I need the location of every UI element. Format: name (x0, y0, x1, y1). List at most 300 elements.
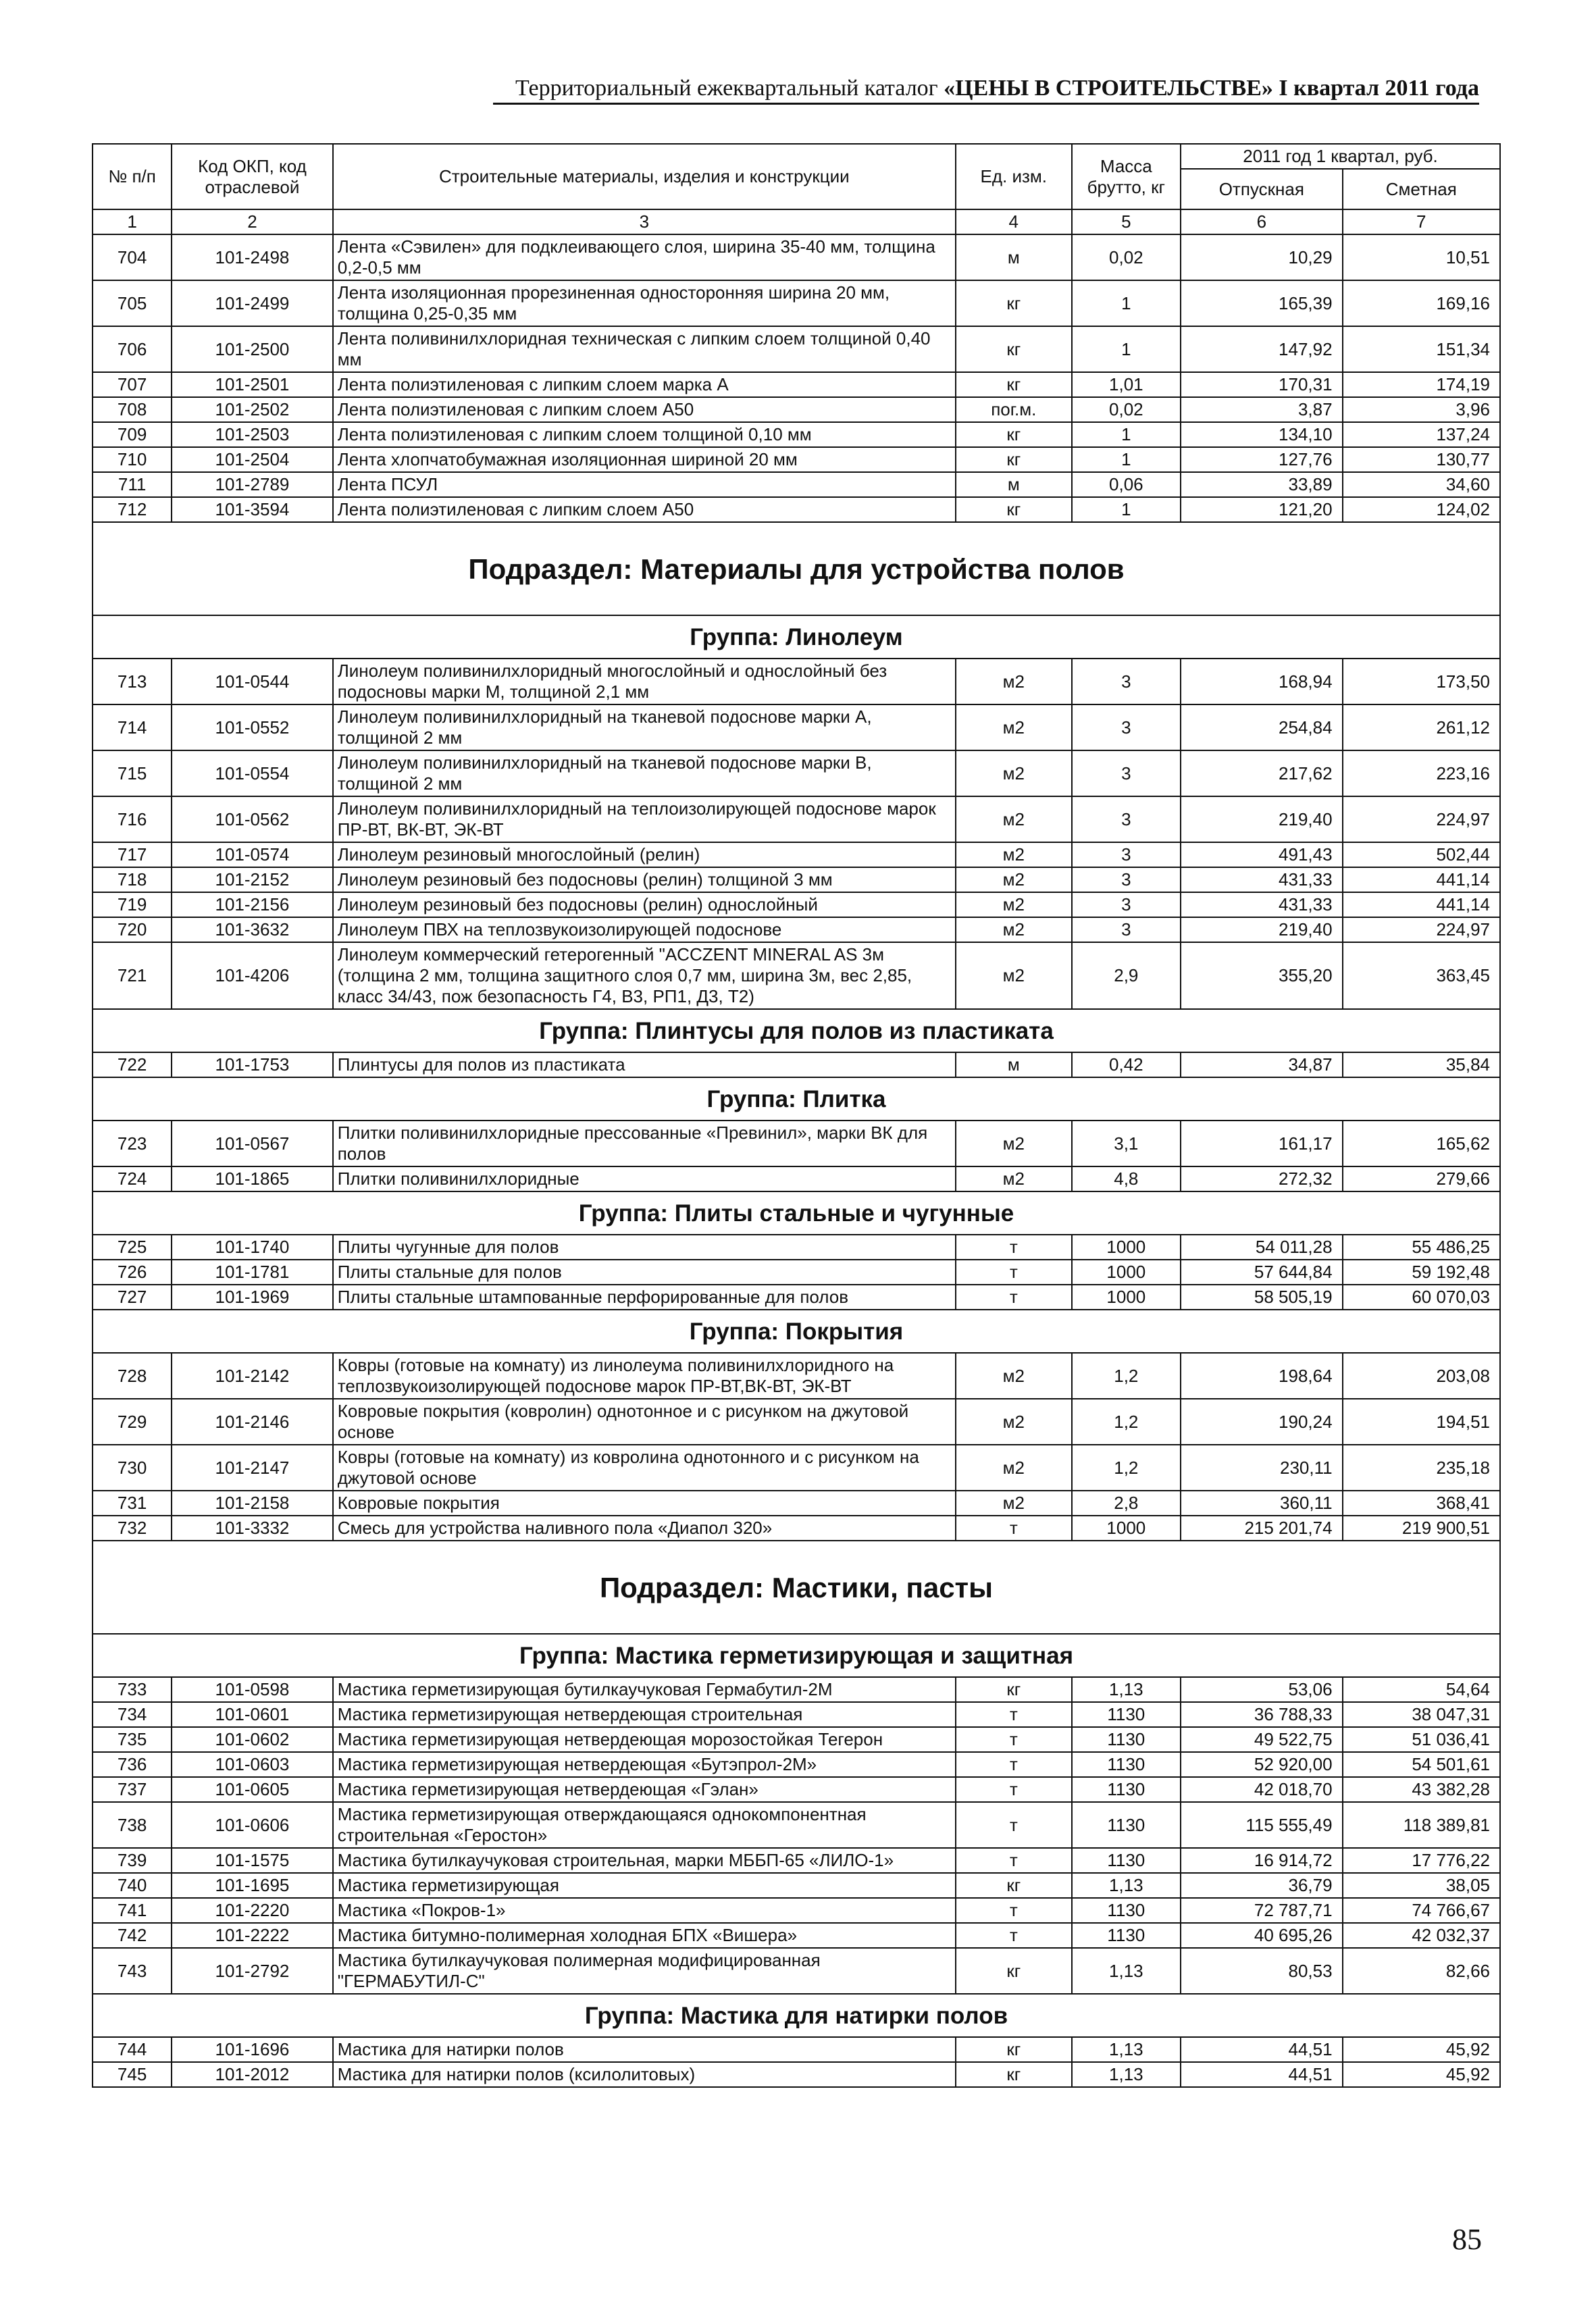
row-code: 101-0567 (172, 1121, 333, 1166)
row-mass: 3 (1072, 867, 1181, 892)
row-code: 101-2152 (172, 867, 333, 892)
row-release-price: 57 644,84 (1181, 1260, 1343, 1285)
row-estimate-price: 74 766,67 (1343, 1898, 1500, 1923)
row-code: 101-0603 (172, 1752, 333, 1777)
row-unit: м2 (956, 1121, 1072, 1166)
table-row (93, 1873, 1500, 1898)
row-unit: м2 (956, 892, 1072, 917)
row-unit: кг (956, 1948, 1072, 1994)
row-mass: 3,1 (1072, 1121, 1181, 1166)
row-number: 731 (93, 1491, 172, 1516)
row-code: 101-2502 (172, 397, 333, 422)
group-row (93, 1634, 1500, 1677)
row-release-price: 254,84 (1181, 704, 1343, 750)
row-unit: м2 (956, 750, 1072, 796)
row-unit: т (956, 1923, 1072, 1948)
row-unit: т (956, 1727, 1072, 1752)
row-estimate-price: 54 501,61 (1343, 1752, 1500, 1777)
table-row (93, 472, 1500, 497)
table-row (93, 397, 1500, 422)
table-row (93, 796, 1500, 842)
row-number: 716 (93, 796, 172, 842)
row-code: 101-2146 (172, 1399, 333, 1445)
row-mass: 1000 (1072, 1235, 1181, 1260)
row-estimate-price: 17 776,22 (1343, 1848, 1500, 1873)
row-mass: 0,02 (1072, 234, 1181, 280)
row-number: 715 (93, 750, 172, 796)
row-mass: 2,8 (1072, 1491, 1181, 1516)
table-row (93, 1752, 1500, 1777)
table-row (93, 1052, 1500, 1077)
row-code: 101-1781 (172, 1260, 333, 1285)
row-name: Линолеум поливинилхлоридный на тканевой подоснове марки А, толщиной 2 мм (333, 704, 956, 750)
row-unit: кг (956, 372, 1072, 397)
group-title: Группа: Линолеум (93, 615, 1500, 659)
row-unit: м2 (956, 704, 1072, 750)
table-body (93, 234, 1500, 2087)
row-mass: 1 (1072, 497, 1181, 522)
row-release-price: 355,20 (1181, 942, 1343, 1009)
row-name: Лента полиэтиленовая с липким слоем толщиной 0,10 мм (333, 422, 956, 447)
row-mass: 1130 (1072, 1752, 1181, 1777)
col-header-num: № п/п (93, 144, 172, 209)
row-release-price: 121,20 (1181, 497, 1343, 522)
row-mass: 1000 (1072, 1516, 1181, 1541)
row-mass: 1,2 (1072, 1399, 1181, 1445)
row-name: Линолеум поливинилхлоридный многослойный и однослойный без подосновы марки М, толщиной 2,1 мм (333, 659, 956, 704)
row-number: 733 (93, 1677, 172, 1702)
row-mass: 1130 (1072, 1727, 1181, 1752)
row-name: Мастика битумно-полимерная холодная БПХ «Вишера» (333, 1923, 956, 1948)
col-header-release: Отпускная (1181, 169, 1343, 209)
group-row (93, 1009, 1500, 1052)
row-release-price: 36 788,33 (1181, 1702, 1343, 1727)
row-mass: 4,8 (1072, 1166, 1181, 1191)
table-row (93, 842, 1500, 867)
row-code: 101-1740 (172, 1235, 333, 1260)
row-code: 101-1969 (172, 1285, 333, 1310)
row-release-price: 33,89 (1181, 472, 1343, 497)
col-number: 5 (1072, 209, 1181, 234)
row-number: 737 (93, 1777, 172, 1802)
row-name: Мастика герметизирующая нетвердеющая морозостойкая Тегерон (333, 1727, 956, 1752)
row-unit: кг (956, 326, 1072, 372)
row-number: 728 (93, 1353, 172, 1399)
col-number: 7 (1343, 209, 1500, 234)
table-row (93, 750, 1500, 796)
row-estimate-price: 165,62 (1343, 1121, 1500, 1166)
row-mass: 0,02 (1072, 397, 1181, 422)
row-number: 743 (93, 1948, 172, 1994)
subsection-row (93, 1541, 1500, 1634)
row-mass: 1,13 (1072, 1873, 1181, 1898)
row-estimate-price: 441,14 (1343, 892, 1500, 917)
row-mass: 1130 (1072, 1923, 1181, 1948)
row-number: 738 (93, 1802, 172, 1848)
subsection-title: Подраздел: Мастики, пасты (93, 1541, 1500, 1634)
row-name: Линолеум резиновый без подосновы (релин) толщиной 3 мм (333, 867, 956, 892)
table-row (93, 917, 1500, 942)
row-number: 719 (93, 892, 172, 917)
row-unit: м2 (956, 659, 1072, 704)
row-number: 740 (93, 1873, 172, 1898)
row-name: Плиты стальные штампованные перфорированные для полов (333, 1285, 956, 1310)
row-code: 101-2012 (172, 2062, 333, 2087)
row-release-price: 52 920,00 (1181, 1752, 1343, 1777)
header-suffix: I квартал 2011 года (1272, 76, 1479, 101)
row-name: Мастика «Покров-1» (333, 1898, 956, 1923)
row-unit: т (956, 1848, 1072, 1873)
row-unit: м2 (956, 796, 1072, 842)
row-name: Плиты чугунные для полов (333, 1235, 956, 1260)
row-release-price: 230,11 (1181, 1445, 1343, 1491)
row-name: Плинтусы для полов из пластиката (333, 1052, 956, 1077)
row-mass: 1,13 (1072, 1948, 1181, 1994)
row-estimate-price: 45,92 (1343, 2037, 1500, 2062)
row-number: 705 (93, 280, 172, 326)
row-mass: 1,2 (1072, 1445, 1181, 1491)
row-estimate-price: 502,44 (1343, 842, 1500, 867)
row-name: Линолеум поливинилхлоридный на теплоизолирующей подоснове марок ПР-ВТ, ВК-ВТ, ЭК-ВТ (333, 796, 956, 842)
row-code: 101-1575 (172, 1848, 333, 1873)
row-release-price: 44,51 (1181, 2037, 1343, 2062)
row-estimate-price: 43 382,28 (1343, 1777, 1500, 1802)
row-release-price: 80,53 (1181, 1948, 1343, 1994)
row-unit: т (956, 1777, 1072, 1802)
col-header-name: Строительные материалы, изделия и конструкции (333, 144, 956, 209)
row-number: 711 (93, 472, 172, 497)
row-unit: м (956, 1052, 1072, 1077)
row-mass: 3 (1072, 796, 1181, 842)
table-row (93, 2062, 1500, 2087)
row-code: 101-2156 (172, 892, 333, 917)
row-mass: 1130 (1072, 1777, 1181, 1802)
row-release-price: 127,76 (1181, 447, 1343, 472)
row-code: 101-0554 (172, 750, 333, 796)
row-number: 724 (93, 1166, 172, 1191)
row-estimate-price: 35,84 (1343, 1052, 1500, 1077)
row-release-price: 170,31 (1181, 372, 1343, 397)
row-number: 709 (93, 422, 172, 447)
row-code: 101-3632 (172, 917, 333, 942)
table-row (93, 942, 1500, 1009)
row-mass: 1130 (1072, 1802, 1181, 1848)
row-code: 101-0552 (172, 704, 333, 750)
row-estimate-price: 34,60 (1343, 472, 1500, 497)
row-unit: т (956, 1235, 1072, 1260)
group-row (93, 1191, 1500, 1235)
row-number: 742 (93, 1923, 172, 1948)
row-release-price: 54 011,28 (1181, 1235, 1343, 1260)
row-mass: 3 (1072, 750, 1181, 796)
row-release-price: 190,24 (1181, 1399, 1343, 1445)
row-release-price: 40 695,26 (1181, 1923, 1343, 1948)
row-number: 725 (93, 1235, 172, 1260)
column-number-row (93, 209, 1500, 234)
row-release-price: 219,40 (1181, 796, 1343, 842)
row-number: 741 (93, 1898, 172, 1923)
col-number: 2 (172, 209, 333, 234)
table-row (93, 2037, 1500, 2062)
row-code: 101-0601 (172, 1702, 333, 1727)
group-row (93, 615, 1500, 659)
row-estimate-price: 42 032,37 (1343, 1923, 1500, 1948)
row-unit: м (956, 472, 1072, 497)
row-estimate-price: 124,02 (1343, 497, 1500, 522)
row-number: 710 (93, 447, 172, 472)
row-mass: 1 (1072, 326, 1181, 372)
row-estimate-price: 169,16 (1343, 280, 1500, 326)
row-name: Лента поливинилхлоридная техническая с липким слоем толщиной 0,40 мм (333, 326, 956, 372)
row-mass: 1130 (1072, 1702, 1181, 1727)
row-mass: 1000 (1072, 1260, 1181, 1285)
group-title: Группа: Мастика для натирки полов (93, 1994, 1500, 2037)
table-row (93, 1848, 1500, 1873)
row-code: 101-3594 (172, 497, 333, 522)
row-release-price: 58 505,19 (1181, 1285, 1343, 1310)
row-estimate-price: 368,41 (1343, 1491, 1500, 1516)
row-code: 101-1753 (172, 1052, 333, 1077)
row-number: 726 (93, 1260, 172, 1285)
row-release-price: 44,51 (1181, 2062, 1343, 2087)
table-row (93, 280, 1500, 326)
table-row (93, 1802, 1500, 1848)
table-row (93, 1235, 1500, 1260)
row-code: 101-2147 (172, 1445, 333, 1491)
row-release-price: 161,17 (1181, 1121, 1343, 1166)
row-release-price: 198,64 (1181, 1353, 1343, 1399)
col-header-unit: Ед. изм. (956, 144, 1072, 209)
row-unit: кг (956, 1873, 1072, 1898)
row-estimate-price: 219 900,51 (1343, 1516, 1500, 1541)
row-estimate-price: 363,45 (1343, 942, 1500, 1009)
row-code: 101-2789 (172, 472, 333, 497)
row-name: Ковровые покрытия (333, 1491, 956, 1516)
row-estimate-price: 203,08 (1343, 1353, 1500, 1399)
table-row (93, 372, 1500, 397)
row-unit: м2 (956, 842, 1072, 867)
row-name: Линолеум резиновый многослойный (релин) (333, 842, 956, 867)
row-code: 101-2504 (172, 447, 333, 472)
row-name: Ковры (готовые на комнату) из ковролина однотонного и с рисунком на джутовой основе (333, 1445, 956, 1491)
table-row (93, 704, 1500, 750)
row-name: Лента хлопчатобумажная изоляционная шириной 20 мм (333, 447, 956, 472)
row-mass: 3 (1072, 892, 1181, 917)
table-row (93, 867, 1500, 892)
row-code: 101-0598 (172, 1677, 333, 1702)
row-number: 708 (93, 397, 172, 422)
row-mass: 1 (1072, 447, 1181, 472)
row-estimate-price: 279,66 (1343, 1166, 1500, 1191)
page-number: 85 (1452, 2223, 1482, 2256)
table-row (93, 1727, 1500, 1752)
row-release-price: 3,87 (1181, 397, 1343, 422)
row-mass: 0,06 (1072, 472, 1181, 497)
row-name: Линолеум поливинилхлоридный на тканевой подоснове марки В, толщиной 2 мм (333, 750, 956, 796)
row-code: 101-2500 (172, 326, 333, 372)
row-number: 729 (93, 1399, 172, 1445)
row-estimate-price: 3,96 (1343, 397, 1500, 422)
row-name: Плитки поливинилхлоридные (333, 1166, 956, 1191)
row-number: 722 (93, 1052, 172, 1077)
row-code: 101-0544 (172, 659, 333, 704)
subsection-title: Подраздел: Материалы для устройства полов (93, 522, 1500, 615)
row-estimate-price: 10,51 (1343, 234, 1500, 280)
row-release-price: 491,43 (1181, 842, 1343, 867)
group-title: Группа: Плиты стальные и чугунные (93, 1191, 1500, 1235)
row-name: Лента изоляционная прорезиненная односторонняя ширина 20 мм, толщина 0,25-0,35 мм (333, 280, 956, 326)
row-estimate-price: 51 036,41 (1343, 1727, 1500, 1752)
row-unit: кг (956, 2062, 1072, 2087)
row-number: 717 (93, 842, 172, 867)
row-name: Мастика герметизирующая бутилкаучуковая Гермабутил-2М (333, 1677, 956, 1702)
row-name: Мастика герметизирующая нетвердеющая «Гэлан» (333, 1777, 956, 1802)
row-estimate-price: 38,05 (1343, 1873, 1500, 1898)
row-estimate-price: 235,18 (1343, 1445, 1500, 1491)
row-release-price: 134,10 (1181, 422, 1343, 447)
row-mass: 1 (1072, 280, 1181, 326)
row-number: 734 (93, 1702, 172, 1727)
col-number: 1 (93, 209, 172, 234)
row-estimate-price: 151,34 (1343, 326, 1500, 372)
table-row (93, 1260, 1500, 1285)
row-estimate-price: 55 486,25 (1343, 1235, 1500, 1260)
table-row (93, 1445, 1500, 1491)
table-row (93, 1491, 1500, 1516)
row-code: 101-2158 (172, 1491, 333, 1516)
row-estimate-price: 38 047,31 (1343, 1702, 1500, 1727)
row-name: Плитки поливинилхлоридные прессованные «Превинил», марки ВК для полов (333, 1121, 956, 1166)
row-estimate-price: 174,19 (1343, 372, 1500, 397)
table-row (93, 1677, 1500, 1702)
row-mass: 0,42 (1072, 1052, 1181, 1077)
row-estimate-price: 223,16 (1343, 750, 1500, 796)
row-unit: кг (956, 1677, 1072, 1702)
row-unit: м2 (956, 917, 1072, 942)
row-release-price: 215 201,74 (1181, 1516, 1343, 1541)
row-mass: 3 (1072, 842, 1181, 867)
row-code: 101-2498 (172, 234, 333, 280)
row-release-price: 217,62 (1181, 750, 1343, 796)
row-code: 101-4206 (172, 942, 333, 1009)
table-row (93, 234, 1500, 280)
group-title: Группа: Плинтусы для полов из пластиката (93, 1009, 1500, 1052)
row-name: Смесь для устройства наливного пола «Диапол 320» (333, 1516, 956, 1541)
row-release-price: 168,94 (1181, 659, 1343, 704)
row-estimate-price: 45,92 (1343, 2062, 1500, 2087)
row-release-price: 147,92 (1181, 326, 1343, 372)
row-number: 714 (93, 704, 172, 750)
col-number: 6 (1181, 209, 1343, 234)
row-mass: 1,13 (1072, 2062, 1181, 2087)
group-row (93, 1994, 1500, 2037)
row-number: 723 (93, 1121, 172, 1166)
row-release-price: 53,06 (1181, 1677, 1343, 1702)
row-code: 101-2501 (172, 372, 333, 397)
row-release-price: 49 522,75 (1181, 1727, 1343, 1752)
row-unit: пог.м. (956, 397, 1072, 422)
row-code: 101-3332 (172, 1516, 333, 1541)
row-estimate-price: 441,14 (1343, 867, 1500, 892)
row-release-price: 360,11 (1181, 1491, 1343, 1516)
row-release-price: 219,40 (1181, 917, 1343, 942)
row-unit: м2 (956, 1166, 1072, 1191)
row-estimate-price: 59 192,48 (1343, 1260, 1500, 1285)
row-name: Лента полиэтиленовая с липким слоем А50 (333, 397, 956, 422)
row-code: 101-2222 (172, 1923, 333, 1948)
table-row (93, 497, 1500, 522)
row-release-price: 42 018,70 (1181, 1777, 1343, 1802)
row-mass: 1,13 (1072, 2037, 1181, 2062)
row-unit: кг (956, 497, 1072, 522)
row-estimate-price: 82,66 (1343, 1948, 1500, 1994)
row-code: 101-2499 (172, 280, 333, 326)
row-unit: м2 (956, 1491, 1072, 1516)
row-mass: 1,2 (1072, 1353, 1181, 1399)
col-header-estimate: Сметная (1343, 169, 1500, 209)
row-estimate-price: 118 389,81 (1343, 1802, 1500, 1848)
row-code: 101-0605 (172, 1777, 333, 1802)
row-unit: т (956, 1285, 1072, 1310)
row-name: Мастика бутилкаучуковая строительная, марки МББП-65 «ЛИЛО-1» (333, 1848, 956, 1873)
col-number: 3 (333, 209, 956, 234)
row-name: Мастика для натирки полов (333, 2037, 956, 2062)
row-name: Мастика герметизирующая отверждающаяся однокомпонентная строительная «Геростон» (333, 1802, 956, 1848)
table-row (93, 1285, 1500, 1310)
header-row-1 (93, 144, 1500, 169)
table-row (93, 1923, 1500, 1948)
row-code: 101-0562 (172, 796, 333, 842)
row-mass: 1,01 (1072, 372, 1181, 397)
row-code: 101-0606 (172, 1802, 333, 1848)
table-row (93, 1353, 1500, 1399)
row-estimate-price: 224,97 (1343, 796, 1500, 842)
row-unit: т (956, 1516, 1072, 1541)
row-name: Линолеум ПВХ на теплозвукоизолирующей подоснове (333, 917, 956, 942)
row-name: Линолеум резиновый без подосновы (релин) однослойный (333, 892, 956, 917)
col-number: 4 (956, 209, 1072, 234)
row-release-price: 10,29 (1181, 234, 1343, 280)
row-number: 745 (93, 2062, 172, 2087)
row-mass: 1130 (1072, 1898, 1181, 1923)
row-name: Мастика для натирки полов (ксилолитовых) (333, 2062, 956, 2087)
table-row (93, 1399, 1500, 1445)
row-code: 101-0574 (172, 842, 333, 867)
row-number: 707 (93, 372, 172, 397)
row-name: Мастика герметизирующая (333, 1873, 956, 1898)
row-number: 704 (93, 234, 172, 280)
row-name: Лента полиэтиленовая с липким слоем А50 (333, 497, 956, 522)
table-row (93, 1702, 1500, 1727)
row-number: 713 (93, 659, 172, 704)
row-unit: м (956, 234, 1072, 280)
row-mass: 3 (1072, 917, 1181, 942)
row-unit: кг (956, 280, 1072, 326)
row-estimate-price: 54,64 (1343, 1677, 1500, 1702)
row-estimate-price: 261,12 (1343, 704, 1500, 750)
row-estimate-price: 137,24 (1343, 422, 1500, 447)
row-estimate-price: 130,77 (1343, 447, 1500, 472)
row-name: Лента ПСУЛ (333, 472, 956, 497)
price-table (92, 143, 1501, 2088)
row-number: 720 (93, 917, 172, 942)
row-number: 735 (93, 1727, 172, 1752)
row-code: 101-2503 (172, 422, 333, 447)
page-header (493, 76, 1479, 105)
row-release-price: 431,33 (1181, 867, 1343, 892)
row-estimate-price: 194,51 (1343, 1399, 1500, 1445)
row-estimate-price: 224,97 (1343, 917, 1500, 942)
